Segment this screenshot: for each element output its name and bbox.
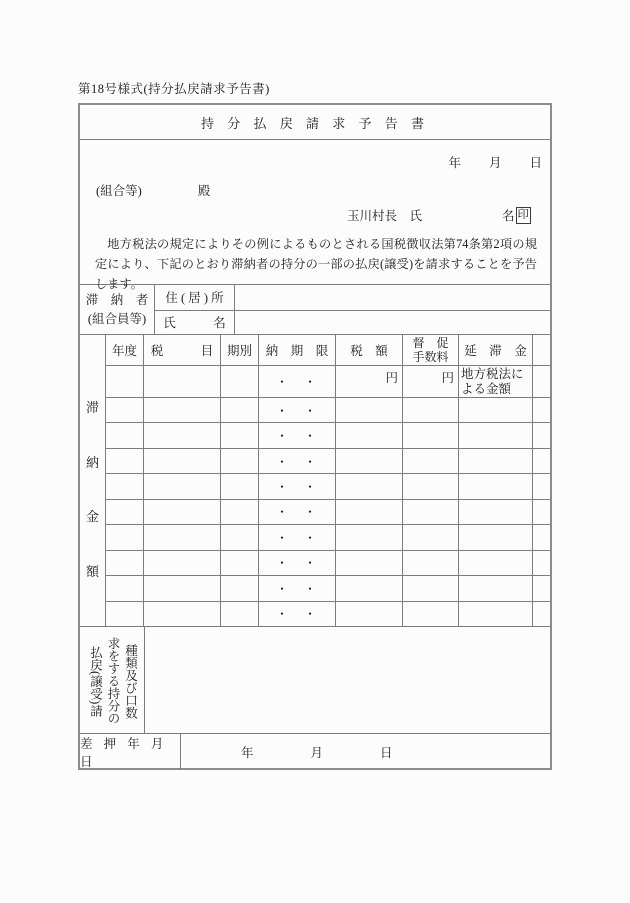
day-label: 日 — [380, 746, 393, 760]
form-title: 持 分 払 戻 請 求 予 告 書 — [80, 105, 550, 140]
debtor-label-line2: (組合員等) — [87, 311, 147, 326]
day-label: 日 — [529, 156, 542, 170]
cell-demand-fee — [402, 524, 458, 549]
header-fiscal-year: 年度 — [105, 335, 143, 365]
header-extra — [532, 335, 550, 365]
refund-label-line: 払戻(譲受)請 — [88, 645, 103, 717]
cell-demand-fee — [402, 473, 458, 498]
seizure-date-label: 差 押 年 月 日 — [80, 737, 168, 769]
debtor-label-line1: 滞 納 者 — [85, 292, 149, 307]
cell-tax-amount — [335, 550, 402, 575]
cell-late-charge — [458, 575, 532, 600]
header-period: 期別 — [220, 335, 258, 365]
arrears-table — [80, 335, 550, 627]
header-late-charge: 延 滞 金 — [458, 335, 532, 365]
cell-extra — [532, 601, 550, 626]
form-number-label: 第18号様式(持分払戻請求予告書) — [78, 82, 270, 96]
cell-demand-fee — [402, 448, 458, 473]
header-demand-fee — [402, 335, 458, 365]
cell-period — [220, 524, 258, 549]
cell-period — [220, 473, 258, 498]
cell-late-charge — [458, 524, 532, 549]
cell-fiscal-year — [105, 365, 143, 397]
cell-extra — [532, 448, 550, 473]
cell-extra — [532, 473, 550, 498]
cell-due-date: ・ ・ — [258, 397, 335, 422]
name-value-cell — [234, 310, 550, 335]
cell-fiscal-year — [105, 524, 143, 549]
form-header-block — [80, 140, 550, 291]
cell-due-date: ・ ・ — [258, 499, 335, 524]
cell-tax-item — [143, 524, 220, 549]
cell-extra — [532, 575, 550, 600]
cell-tax-item — [143, 422, 220, 447]
sender-name: 玉川村長 氏 — [347, 209, 423, 223]
cell-late-charge — [458, 448, 532, 473]
cell-period — [220, 365, 258, 397]
address-label: 住 ( 居 ) 所 — [154, 285, 234, 310]
cell-tax-amount — [335, 397, 402, 422]
sender-line — [80, 206, 550, 226]
cell-due-date: ・ ・ — [258, 448, 335, 473]
sender-name-suffix: 名 — [501, 209, 515, 223]
seizure-date-row — [80, 734, 550, 770]
header-demand-fee-line2: 手数料 — [412, 350, 449, 364]
cell-late-charge — [458, 499, 532, 524]
seizure-date-value-cell — [180, 734, 550, 770]
cell-tax-item — [143, 397, 220, 422]
cell-demand-fee — [402, 397, 458, 422]
cell-extra — [532, 422, 550, 447]
name-label: 氏 名 — [154, 310, 234, 335]
honorific-label: 殿 — [197, 184, 211, 198]
cell-tax-amount — [335, 422, 402, 447]
cell-due-date: ・ ・ — [258, 473, 335, 498]
cell-demand-fee — [402, 575, 458, 600]
cell-fiscal-year — [105, 473, 143, 498]
cell-fiscal-year — [105, 499, 143, 524]
arrears-side-label — [80, 335, 105, 626]
header-due-date: 納 期 限 — [258, 335, 335, 365]
cell-tax-amount — [335, 473, 402, 498]
cell-late-charge — [458, 473, 532, 498]
cell-extra — [532, 499, 550, 524]
cell-fiscal-year — [105, 575, 143, 600]
cell-late-charge — [458, 397, 532, 422]
cell-late-charge — [458, 550, 532, 575]
side-label-char: 納 — [85, 454, 99, 470]
cell-tax-amount — [335, 601, 402, 626]
cell-demand-fee — [402, 550, 458, 575]
cell-due-date: ・ ・ — [258, 422, 335, 447]
cell-period — [220, 601, 258, 626]
year-label: 年 — [448, 156, 461, 170]
cell-late-charge — [458, 601, 532, 626]
recipient-line — [96, 181, 210, 199]
cell-period — [220, 448, 258, 473]
cell-tax-amount — [335, 499, 402, 524]
cell-period — [220, 550, 258, 575]
body-paragraph: 地方税法の規定によりその例によるものとされる国税徴収法第74条第2項の規定により、下記のとおり滞納者の持分の一部の払戻(譲受)を請求することを予告します。 — [95, 237, 537, 291]
date-line — [448, 153, 542, 171]
cell-due-date: ・ ・ — [258, 575, 335, 600]
cell-due-date: ・ ・ — [258, 550, 335, 575]
cell-tax-item — [143, 448, 220, 473]
cell-extra — [532, 550, 550, 575]
side-label-char: 額 — [85, 564, 99, 580]
cell-extra — [532, 365, 550, 397]
cell-demand-fee — [402, 422, 458, 447]
cell-period — [220, 397, 258, 422]
refund-request-value-cell — [144, 627, 550, 733]
cell-tax-item — [143, 365, 220, 397]
seal-box: 印 — [516, 207, 532, 224]
year-label: 年 — [241, 746, 254, 760]
cell-fiscal-year — [105, 422, 143, 447]
cell-tax-item — [143, 499, 220, 524]
cell-fiscal-year — [105, 550, 143, 575]
cell-due-date: ・ ・ — [258, 601, 335, 626]
refund-label-line: 求をする持分の — [106, 637, 120, 725]
cell-extra — [532, 524, 550, 549]
cell-tax-item — [143, 601, 220, 626]
cell-due-date: ・ ・ — [258, 365, 335, 397]
cell-fiscal-year — [105, 601, 143, 626]
cell-tax-amount: 円 — [335, 365, 402, 397]
side-label-char: 滞 — [85, 399, 99, 415]
month-label: 月 — [310, 746, 324, 760]
cell-due-date: ・ ・ — [258, 524, 335, 549]
header-tax-amount: 税 額 — [335, 335, 402, 365]
side-label-char: 金 — [85, 509, 99, 525]
cell-tax-amount — [335, 448, 402, 473]
cell-tax-amount — [335, 575, 402, 600]
cell-fiscal-year — [105, 397, 143, 422]
form-outline — [78, 103, 552, 770]
cell-period — [220, 422, 258, 447]
header-demand-fee-line1: 督 促 — [412, 336, 449, 350]
cell-late-charge — [458, 422, 532, 447]
header-tax-item: 税 目 — [143, 335, 220, 365]
cell-period — [220, 575, 258, 600]
cell-tax-item — [143, 575, 220, 600]
refund-request-label — [80, 627, 144, 733]
refund-label-line: 種類及び口数 — [123, 643, 138, 719]
cell-late-charge: 地方税法による金額 — [458, 365, 532, 397]
cell-demand-fee — [402, 601, 458, 626]
cell-fiscal-year — [105, 448, 143, 473]
recipient-label: (組合等) — [96, 184, 142, 198]
cell-period — [220, 499, 258, 524]
refund-request-section — [80, 627, 550, 734]
cell-extra — [532, 397, 550, 422]
cell-tax-item — [143, 473, 220, 498]
cell-tax-item — [143, 550, 220, 575]
month-label: 月 — [488, 156, 502, 170]
cell-demand-fee — [402, 499, 458, 524]
cell-tax-amount — [335, 524, 402, 549]
cell-demand-fee: 円 — [402, 365, 458, 397]
seal-group — [502, 206, 531, 224]
